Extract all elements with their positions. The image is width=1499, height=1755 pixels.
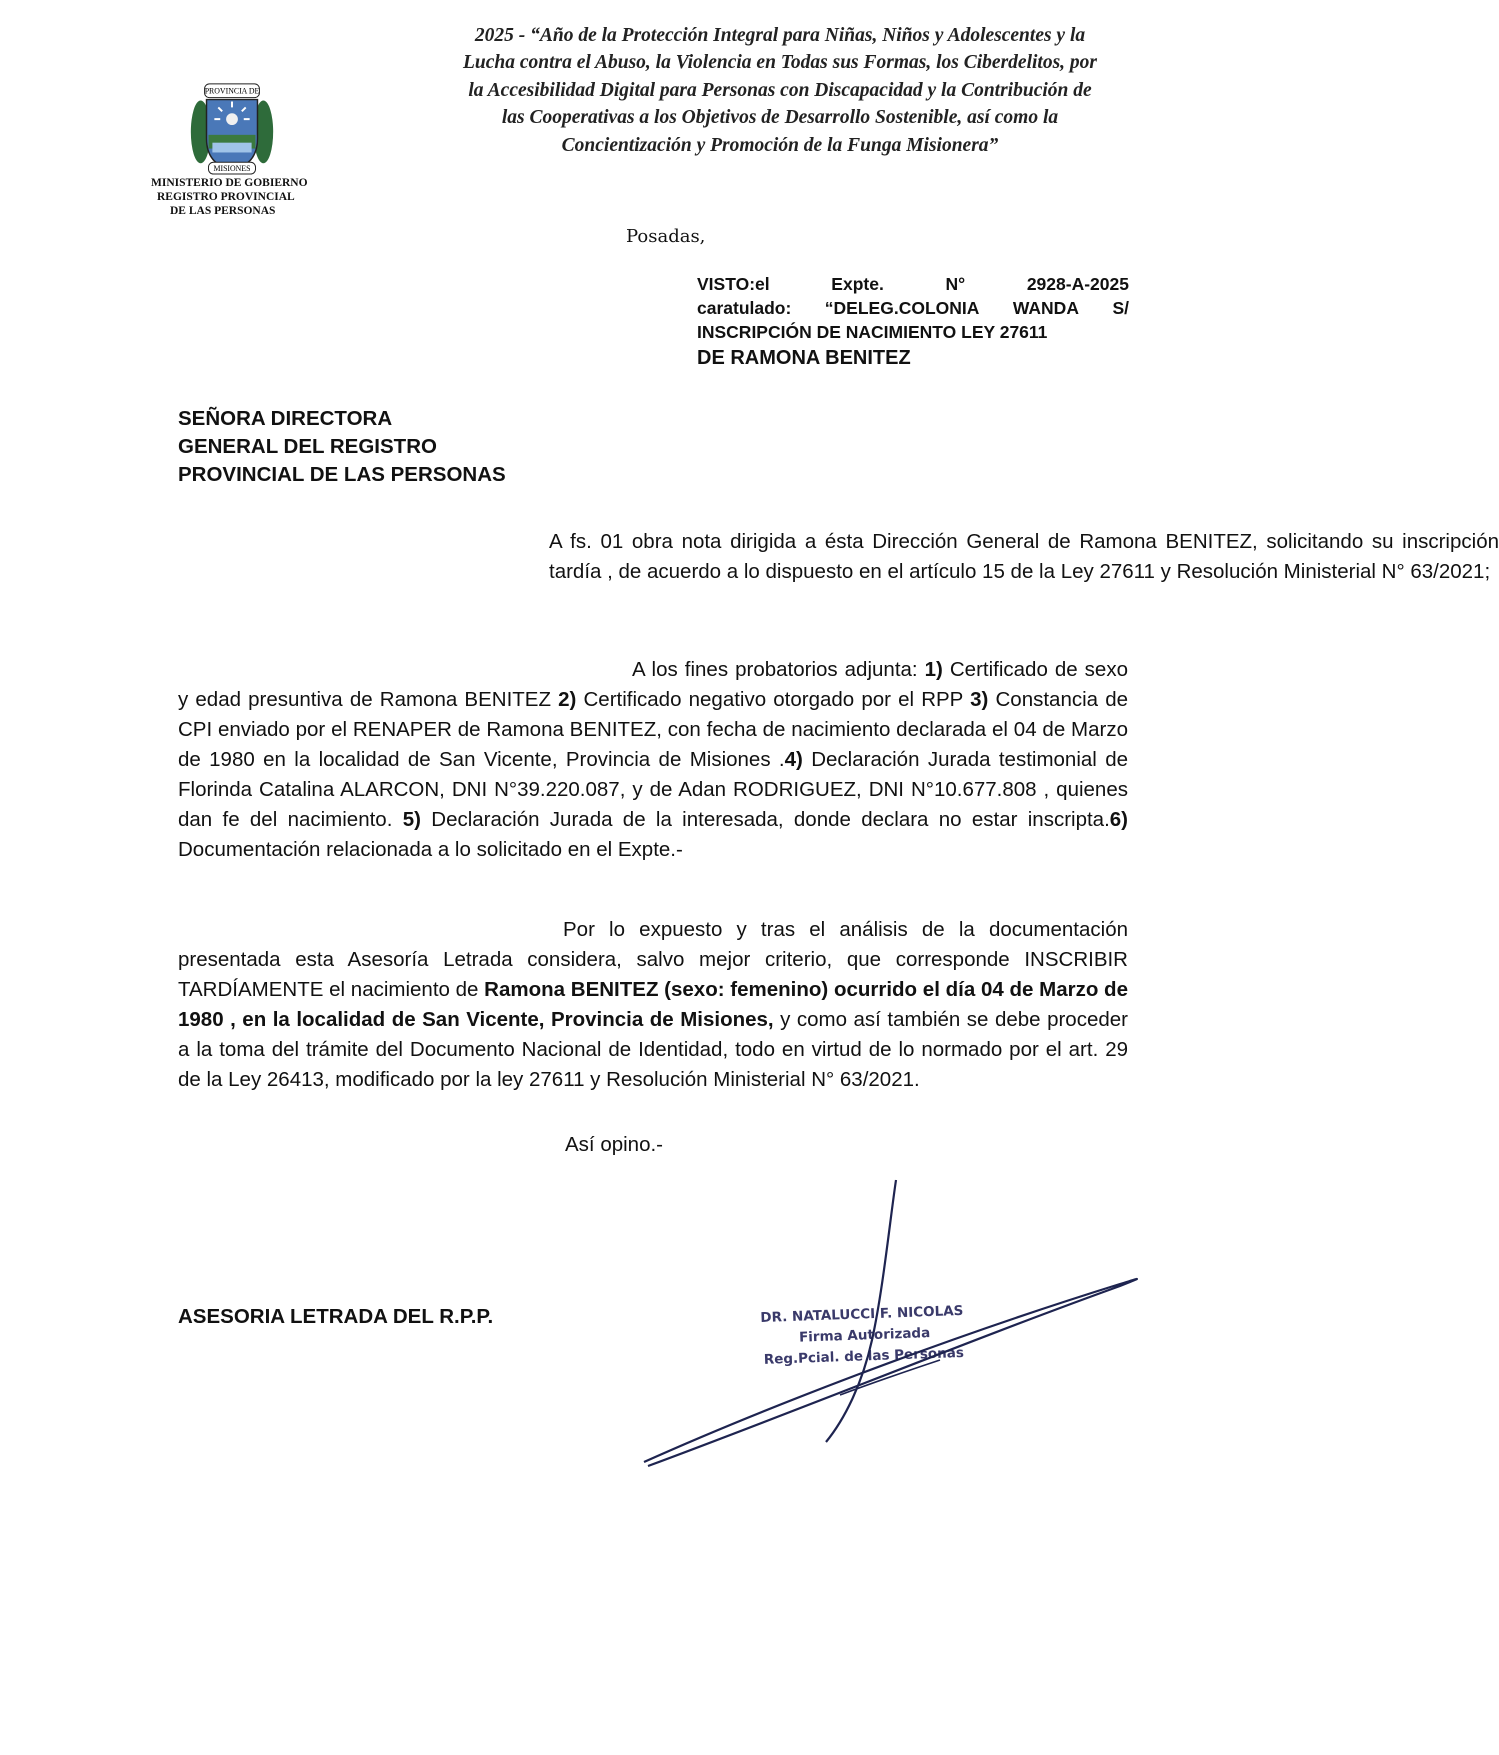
p2-item-number: 3)	[970, 688, 989, 711]
addressee-line: GENERAL DEL REGISTRO	[178, 435, 437, 458]
p2-text: Certificado negativo otorgado por el RPP	[576, 688, 971, 711]
visto-line-4: DE RAMONA BENITEZ	[697, 347, 911, 369]
stamp-line: DR. NATALUCCI F. NICOLAS	[760, 1302, 964, 1326]
seal-falls	[212, 143, 251, 153]
p2-text: Constancia de CPI enviado por el RENAPER de Ramona BENITEZ, con fecha de nacimiento declarada el 04 de Marzo de 1980 en la localidad de San Vicente, Provincia de Misiones .	[178, 688, 1128, 771]
signer-title: ASESORIA LETRADA DEL R.P.P.	[178, 1305, 494, 1328]
p2-item-number: 4)	[784, 748, 803, 771]
p2-text: Declaración Jurada de la interesada, donde declara no estar inscripta.	[420, 808, 1110, 831]
handwritten-signature	[640, 1180, 1140, 1470]
motto-line: Lucha contra el Abuso, la Violencia en Todas sus Formas, los Ciberdelitos, por	[462, 52, 1098, 74]
motto-line: la Accesibilidad Digital para Personas con Discapacidad y la Contribución de	[468, 79, 1092, 101]
visto-block	[697, 272, 1129, 370]
p2-text: Documentación relacionada a lo solicitado en el Expte.-	[178, 838, 683, 861]
ministry-block	[135, 176, 335, 218]
paragraph-1	[178, 527, 1499, 587]
p3-bold-text: Ramona BENITEZ (sexo: femenino) ocurrido el día 04 de Marzo de 1980 , en la localidad de San Vicente, Provincia de Misiones,	[178, 978, 1128, 1031]
p3-text: y como así también se debe proceder a la toma del trámite del Documento Nacional de Identidad, todo en virtud de lo normado por el art. 29 de la Ley 26413, modificado por la ley 27611 y Resolución Ministerial N° 63/2021.	[178, 1008, 1128, 1091]
visto-word: N°	[945, 274, 966, 294]
stamp-line: Reg.Pcial. de las Personas	[763, 1344, 965, 1368]
visto-word: 2928-A-2025	[1026, 274, 1129, 294]
addressee-line: SEÑORA DIRECTORA	[178, 407, 393, 430]
motto-line: 2025 - “Año de la Protección Integral para Niñas, Niños y Adolescentes y la	[474, 25, 1086, 46]
p2-text: Certificado de sexo y edad presuntiva de Ramona BENITEZ	[178, 658, 1128, 711]
visto-word: “DELEG.COLONIA	[824, 298, 980, 318]
p2-text: A los fines probatorios adjunta:	[632, 658, 925, 681]
p2-item-number: 6)	[1109, 808, 1128, 831]
province-seal	[183, 78, 281, 176]
paragraph-1-text: A fs. 01 obra nota dirigida a ésta Dirección General de Ramona BENITEZ, solicitando su inscripción tardía , de acuerdo a lo dispuesto en el artículo 15 de la Ley 27611 y Resolución Ministerial N° 63/2021;	[549, 530, 1499, 583]
visto-line-3: INSCRIPCIÓN DE NACIMIENTO LEY 27611	[697, 322, 1048, 342]
visto-word: VISTO:el	[697, 274, 770, 294]
seal-sun	[226, 113, 238, 125]
visto-word: caratulado:	[697, 298, 792, 318]
seal-text-top: PROVINCIA DE	[204, 86, 260, 96]
ministry-line: MINISTERIO DE GOBIERNO	[151, 177, 308, 189]
addressee	[178, 405, 506, 489]
paragraph-2	[178, 655, 1128, 865]
motto-line: Concientización y Promoción de la Funga Misionera”	[561, 134, 999, 156]
seal-text-bottom: MISIONES	[213, 164, 251, 174]
closing-text: Así opino.-	[565, 1133, 663, 1156]
visto-word: Expte.	[831, 274, 884, 294]
visto-line-2	[697, 296, 1129, 320]
year-motto	[430, 22, 1130, 159]
ministry-line: REGISTRO PROVINCIAL	[157, 191, 295, 203]
p2-item-number: 5)	[402, 808, 421, 831]
city-date: Posadas,	[626, 226, 706, 247]
p3-text: Por lo expuesto y tras el análisis de la documentación presentada esta Asesoría Letrada considera, salvo mejor criterio, que corresponde INSCRIBIR TARDÍAMENTE el nacimiento de	[178, 918, 1128, 1001]
p2-item-number: 1)	[924, 658, 943, 681]
p2-item-number: 2)	[558, 688, 577, 711]
seal-shield	[207, 100, 258, 174]
ministry-line: DE LAS PERSONAS	[170, 205, 276, 217]
addressee-line: PROVINCIAL DE LAS PERSONAS	[178, 463, 506, 486]
visto-word: WANDA	[1012, 298, 1079, 318]
p2-text: Declaración Jurada testimonial de Florinda Catalina ALARCON, DNI N°39.220.087, y de Adan RODRIGUEZ, DNI N°10.677.808 , quienes dan fe del nacimiento.	[178, 748, 1128, 831]
stamp-line: Firma Autorizada	[798, 1325, 931, 1346]
paragraph-3	[178, 915, 1128, 1095]
visto-word: S/	[1112, 298, 1129, 318]
visto-line-1	[697, 272, 1129, 296]
motto-line: las Cooperativas a los Objetivos de Desarrollo Sostenible, así como la	[501, 107, 1059, 129]
